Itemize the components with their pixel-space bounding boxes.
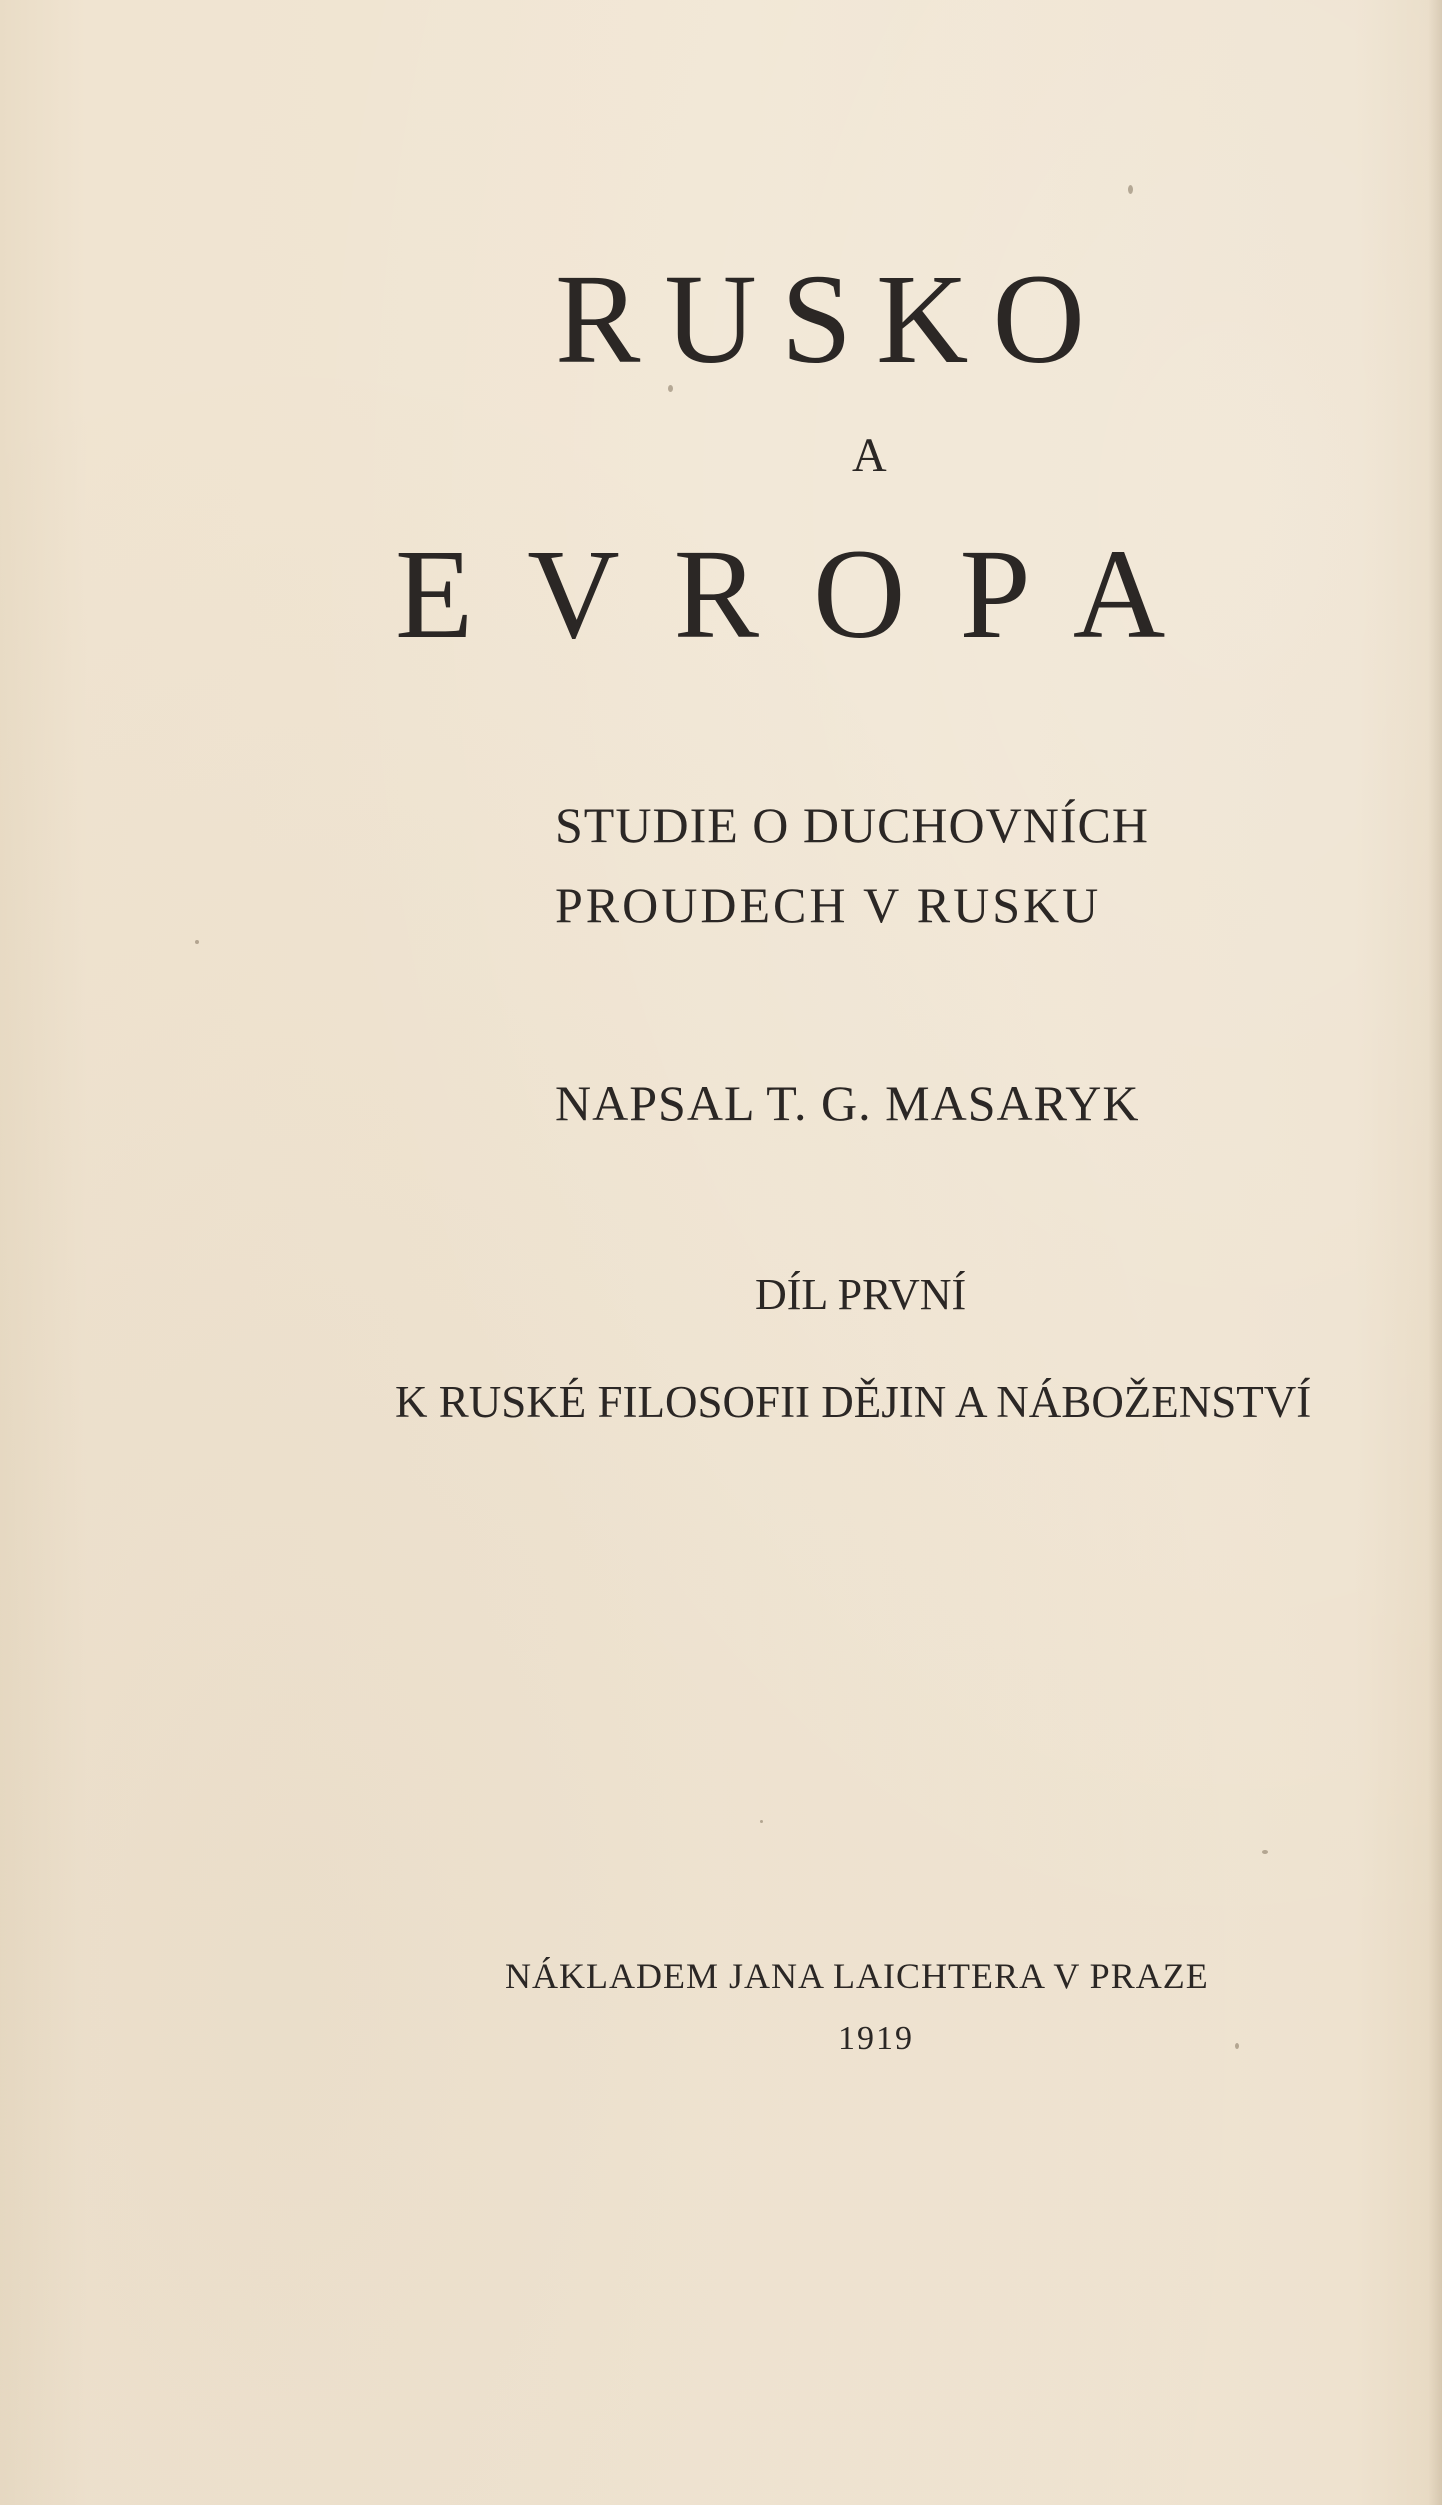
volume-heading: K RUSKÉ FILOSOFII DĚJIN A NÁBOŽENSTVÍ (395, 1377, 1312, 1427)
paper-speck (195, 940, 199, 944)
paper-speck (1235, 2043, 1239, 2049)
title-conjunction: A (852, 429, 887, 482)
title-rusko: RUSKO (555, 248, 1109, 390)
author-line: NAPSAL T. G. MASARYK (555, 1075, 1140, 1131)
page-edge-shadow (1428, 0, 1442, 2505)
publisher-line: NÁKLADEM JANA LAICHTERA V PRAZE (505, 1956, 1209, 1996)
paper-speck (668, 385, 673, 392)
subtitle-line-2: PROUDECH V RUSKU (555, 877, 1102, 933)
volume-label: DÍL PRVNÍ (755, 1270, 967, 1319)
paper-speck (760, 1820, 763, 1823)
subtitle-line-1: STUDIE O DUCHOVNÍCH (555, 797, 1149, 853)
title-evropa: EVROPA (395, 523, 1220, 665)
paper-speck (1262, 1850, 1268, 1854)
publication-year: 1919 (838, 2020, 914, 2057)
paper-speck (1128, 185, 1133, 194)
